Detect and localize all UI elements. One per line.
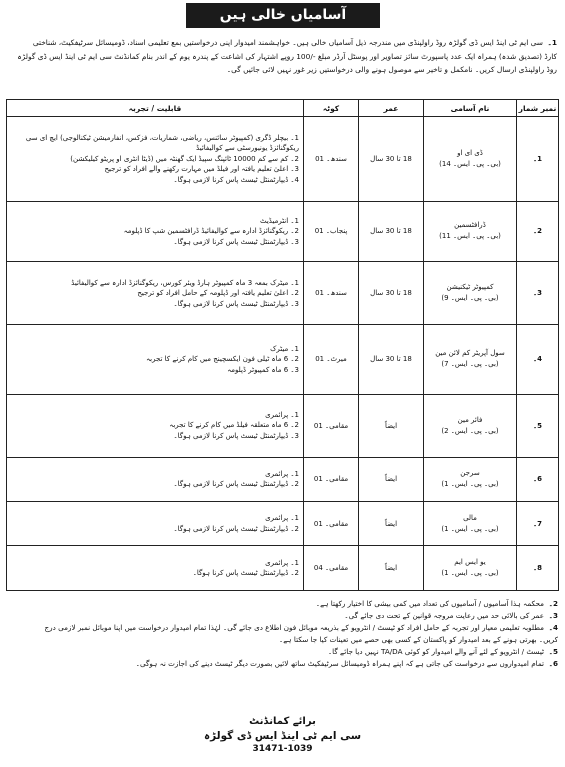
note-text: مطلوبہ تعلیمی معیار اور تجربہ کے حامل افراد کو ٹیسٹ / انٹرویو کے بذریعہ موبائل فون اطلاع دی جائے گی۔ لہٰذا تمام امیدوار درخواست میں اپنا موبائل نمبر لازمی درج — [44, 623, 544, 632]
header-age: عمر — [359, 100, 424, 117]
table-row — [7, 325, 559, 394]
note-number: 5۔ — [548, 647, 558, 656]
post-line: (بی۔ پی۔ ایس۔ 7) — [441, 360, 499, 369]
age-cell: ایضاً — [359, 457, 424, 501]
quota-cell: مقامی۔ 01 — [304, 502, 359, 546]
age-cell: 18 تا 30 سال — [359, 325, 424, 394]
qualification-line: 2۔ 6 ماہ متعلقہ فیلڈ میں کام کرنے کا تجربہ — [169, 421, 299, 430]
note-number: 4۔ — [548, 623, 558, 632]
note-text: عمر کی بالائی حد میں رعایت مروجہ قوانین کے تحت دی جائے گی۔ — [344, 611, 544, 620]
note-item — [6, 622, 558, 634]
post-line: ڈرافٹسمین — [454, 221, 486, 230]
post-line: یو ایس ایم — [454, 558, 486, 567]
serial-cell: 7۔ — [517, 502, 559, 546]
post-line: (بی۔ پی۔ ایس۔ 1) — [441, 569, 499, 578]
table-row — [7, 262, 559, 325]
age-cell: ایضاً — [359, 394, 424, 457]
post-line: (بی۔ پی۔ ایس۔ 1) — [441, 524, 499, 533]
header-quota: کوٹہ — [304, 100, 359, 117]
post-cell — [424, 394, 517, 457]
table-header-row — [7, 100, 559, 117]
post-line: (بی۔ پی۔ ایس۔ 9) — [441, 294, 499, 303]
post-line: ڈی ای او — [457, 148, 483, 157]
table-row — [7, 502, 559, 546]
intro-line: روڈ راولپنڈی ارسال کریں۔ نامکمل و تاخیر سے موصول ہونے والی درخواستیں زیر غور نہیں لائی جائیں گی۔ — [226, 65, 557, 74]
qualification-line: 3۔ 6 ماہ کمپیوٹر ڈپلومہ — [227, 365, 299, 374]
qualification-line: 1۔ پرائمری — [265, 558, 299, 567]
qualification-cell — [7, 325, 304, 394]
signature-title: برائے کمانڈنٹ — [249, 716, 316, 727]
header-qualification: قابلیت / تجربہ — [7, 100, 304, 117]
page-title: آسامیاں خالی ہیں — [186, 3, 380, 28]
table-row — [7, 546, 559, 591]
qualification-line: 3۔ اعلیٰ تعلیم یافتہ اور فیلڈ میں مہارت رکھنے والے افراد کو ترجیح — [104, 165, 299, 174]
serial-cell: 2۔ — [517, 201, 559, 262]
qualification-cell — [7, 546, 304, 591]
post-cell — [424, 201, 517, 262]
note-item — [6, 598, 558, 610]
serial-cell: 5۔ — [517, 394, 559, 457]
qualification-line: 3۔ ڈیپارٹمنٹل ٹیسٹ پاس کرنا لازمی ہوگا۔ — [173, 431, 299, 440]
note-number: 2۔ — [548, 599, 558, 608]
quota-cell: سندھ۔ 01 — [304, 262, 359, 325]
post-line: سرجن — [460, 469, 480, 478]
quota-cell: مقامی۔ 01 — [304, 394, 359, 457]
qualification-line: 1۔ میٹرک بمعہ 3 ماہ کمپیوٹر ہارڈ ویئر کورس، ریکوگنائزڈ ادارہ سے کوالیفائیڈ — [71, 278, 299, 287]
table-row — [7, 201, 559, 262]
vacancies-table — [6, 99, 559, 591]
table-row — [7, 394, 559, 457]
intro-line: سی ایم ٹی اینڈ ایس ڈی گولڑہ روڈ راولپنڈی میں مندرجہ ذیل آسامیاں خالی ہیں۔ خواہشمند امیدوار اپنی درخواستیں بمع تعلیمی اسناد، ڈومیسائل سرٹیفکیٹ، شناختی — [32, 38, 543, 47]
signature-block — [160, 715, 405, 756]
post-line: (بی۔ پی۔ ایس۔ 2) — [441, 426, 499, 435]
post-cell — [424, 117, 517, 202]
qualification-cell — [7, 117, 304, 202]
quota-cell: سندھ۔ 01 — [304, 117, 359, 202]
qualification-line: 2۔ ڈیپارٹمنٹل ٹیسٹ پاس کرنا ہوگا۔ — [192, 569, 299, 578]
age-cell: 18 تا 30 سال — [359, 262, 424, 325]
table-row — [7, 457, 559, 501]
age-cell: ایضاً — [359, 502, 424, 546]
qualification-line: 2۔ اعلیٰ تعلیم یافتہ اور ڈپلومہ کے حامل افراد کو ترجیح — [137, 289, 299, 298]
qualification-line: 2۔ ریکوگنائزڈ ادارہ سے کوالیفائیڈ ڈرافٹسمین شپ کا ڈپلومہ — [123, 227, 299, 236]
post-line: کمپیوٹر ٹیکنیشن — [446, 283, 494, 292]
note-item — [6, 658, 558, 670]
qualification-cell — [7, 457, 304, 501]
qualification-line: 1۔ میٹرک — [270, 344, 299, 353]
ad-code: 31471-1039 — [252, 744, 313, 754]
quota-cell: مقامی۔ 04 — [304, 546, 359, 591]
intro-line: کارڈ (تصدیق شدہ) ہمراہ ایک عدد پاسپورٹ سائز تصاویر اور پوسٹل آرڈر مبلغ -/100 روپے اشتہار کی اشاعت کے پندرہ یوم کے اندر بنام کمانڈنٹ سی ایم ٹی اینڈ ایس ڈی گولڑہ — [17, 51, 557, 61]
note-item — [6, 646, 558, 658]
post-cell — [424, 262, 517, 325]
notes-section — [6, 598, 558, 670]
qualification-line: 2۔ ڈیپارٹمنٹل ٹیسٹ پاس کرنا لازمی ہوگا۔ — [173, 524, 299, 533]
signature-org: سی ایم ٹی اینڈ ایس ڈی گولڑہ — [203, 730, 362, 742]
qualification-line: 1۔ پرائمری — [265, 469, 299, 478]
note-number: 6۔ — [548, 659, 558, 668]
age-cell: ایضاً — [359, 546, 424, 591]
serial-cell: 4۔ — [517, 325, 559, 394]
intro-number: 1۔ — [547, 38, 557, 47]
serial-cell: 3۔ — [517, 262, 559, 325]
post-line: سول آپریٹر کم لائن مین — [435, 349, 505, 358]
serial-cell: 8۔ — [517, 546, 559, 591]
qualification-line: 4۔ ڈیپارٹمنٹل ٹیسٹ پاس کرنا لازمی ہوگا۔ — [173, 175, 299, 184]
post-line: فائر مین — [457, 415, 483, 424]
qualification-line: 2۔ کم سے کم 10000 ٹائپنگ سپیڈ ایک گھنٹہ میں (ڈیٹا انٹری او پریٹو کیلیکشن) — [70, 154, 299, 163]
qualification-line: 2۔ 6 ماہ ٹیلی فون ایکسچینج میں کام کرنے کا تجربہ — [146, 355, 299, 364]
post-cell — [424, 546, 517, 591]
note-text: محکمہ ہذا آسامیوں / آسامیوں کی تعداد میں کمی بیشی کا اختیار رکھتا ہے۔ — [315, 599, 544, 608]
qualification-line: 3۔ ڈیپارٹمنٹل ٹیسٹ پاس کرنا لازمی ہوگا۔ — [173, 299, 299, 308]
note-text: ٹیسٹ / انٹرویو کے لئے آنے والے امیدوار کو کوئی TA/DA نہیں دیا جائے گا۔ — [327, 647, 544, 656]
qualification-line: 1۔ انٹرمیڈیٹ — [259, 216, 299, 225]
qualification-cell — [7, 394, 304, 457]
post-line: مالی — [463, 513, 477, 522]
post-line: (بی۔ پی۔ ایس۔ 1) — [441, 480, 499, 489]
intro-paragraph — [4, 36, 557, 77]
note-text: کریں۔ بھرتی ہونے کے بعد امیدوار کو پاکستان کے کسی بھی حصے میں تعینات کیا جا سکتا ہے۔ — [278, 635, 558, 644]
qualification-line: 1۔ بیچلر ڈگری (کمپیوٹر سائنس، ریاضی، شماریات، فزکس، انفارمیشن ٹیکنالوجی) ایچ ای سی — [25, 133, 299, 142]
post-line: (بی۔ پی۔ ایس۔ 11) — [439, 232, 501, 241]
note-item — [6, 610, 558, 622]
quota-cell: مقامی۔ 01 — [304, 457, 359, 501]
age-cell: 18 تا 30 سال — [359, 117, 424, 202]
qualification-cell — [7, 201, 304, 262]
age-cell: 18 تا 30 سال — [359, 201, 424, 262]
note-number: 3۔ — [548, 611, 558, 620]
qualification-cell — [7, 502, 304, 546]
note-text: تمام امیدواروں سے درخواست کی جاتی ہے کہ اپنے ہمراہ ڈومیسائل سرٹیفکیٹ ساتھ لائیں بصورت دیگر ٹیسٹ دینے کی اجازت نہ ہوگی۔ — [135, 659, 544, 668]
post-cell — [424, 457, 517, 501]
serial-cell: 6۔ — [517, 457, 559, 501]
note-item — [6, 634, 558, 646]
header-post: نام آسامی — [424, 100, 517, 117]
quota-cell: پنجاب۔ 01 — [304, 201, 359, 262]
qualification-line: 2۔ ڈیپارٹمنٹل ٹیسٹ پاس کرنا لازمی ہوگا۔ — [173, 480, 299, 489]
qualification-cell — [7, 262, 304, 325]
qualification-line: 3۔ ڈیپارٹمنٹل ٹیسٹ پاس کرنا لازمی ہوگا۔ — [173, 237, 299, 246]
post-cell — [424, 325, 517, 394]
qualification-line: 1۔ پرائمری — [265, 514, 299, 523]
quota-cell: میرٹ۔ 01 — [304, 325, 359, 394]
post-cell — [424, 502, 517, 546]
header-serial: نمبر شمار — [517, 100, 559, 117]
serial-cell: 1۔ — [517, 117, 559, 202]
table-row — [7, 117, 559, 202]
qualification-line: ریکوگنائزڈ یونیورسٹی سے کوالیفائیڈ — [196, 144, 299, 153]
post-line: (بی۔ پی۔ ایس۔ 14) — [439, 159, 501, 168]
qualification-line: 1۔ پرائمری — [265, 410, 299, 419]
